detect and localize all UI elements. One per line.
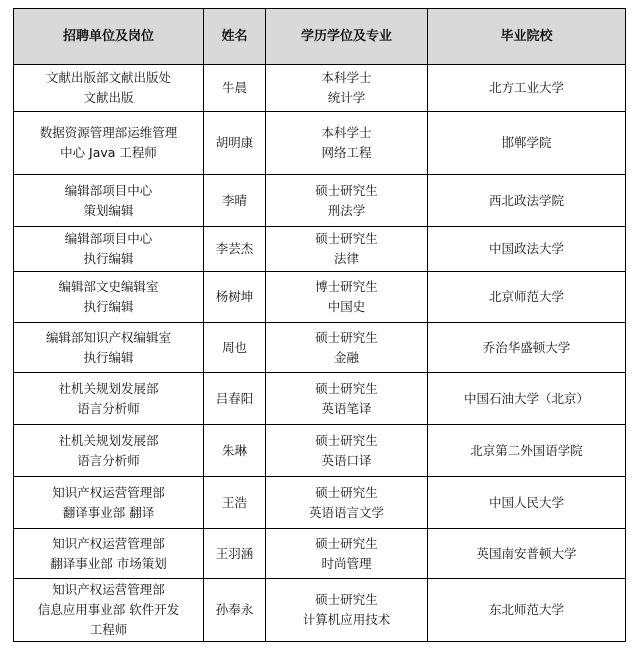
cell-school: 中国石油大学（北京） [428,373,626,425]
unit-line: 翻译事业部 翻译 [62,504,155,520]
major-line: 英语口译 [321,452,372,468]
cell-name: 牛晨 [204,65,266,112]
major-line: 刑法学 [327,202,366,218]
cell-school: 北京第二外国语学院 [428,425,626,477]
cell-unit-position [14,425,204,477]
degree-line: 博士研究生 [315,279,378,294]
major-line: 英语语言文学 [308,504,384,520]
cell-name: 杨树坤 [204,272,266,323]
cell-unit-position [14,227,204,272]
degree-line: 硕士研究生 [315,231,378,246]
cell-degree-major [266,272,428,323]
cell-degree-major [266,579,428,642]
degree-line: 硕士研究生 [315,484,378,500]
table-row [14,529,626,579]
cell-school: 乔治华盛顿大学 [428,323,626,373]
table-row [14,227,626,272]
table-row [14,175,626,227]
degree-line: 硕士研究生 [315,592,378,607]
cell-unit-position [14,373,204,425]
unit-line: 编辑部知识产权编辑室 [45,329,171,345]
cell-unit-position [14,65,204,112]
degree-line: 硕士研究生 [315,329,378,345]
table-row [14,477,626,529]
staff-table-container [13,8,625,642]
cell-unit-position [14,323,204,373]
cell-school: 邯郸学院 [428,112,626,175]
major-line: 法律 [333,251,359,266]
table-header-row [14,9,626,65]
unit-line: 编辑部文史编辑室 [58,279,159,294]
degree-line: 硕士研究生 [315,380,378,396]
unit-line: 执行编辑 [83,299,134,314]
cell-degree-major [266,175,428,227]
major-line: 中国史 [327,299,366,314]
cell-name: 孙奉永 [204,579,266,642]
cell-degree-major [266,529,428,579]
degree-line: 硕士研究生 [315,182,378,198]
table-row [14,425,626,477]
cell-name: 胡明康 [204,112,266,175]
unit-line: 社机关规划发展部 [58,432,159,448]
major-line: 时尚管理 [321,555,372,571]
table-row [14,112,626,175]
unit-line: 文献出版部文献出版处 [45,70,171,85]
cell-name: 周也 [204,323,266,373]
unit-line: 社机关规划发展部 [58,380,159,396]
cell-unit-position [14,272,204,323]
degree-line: 本科学士 [321,70,372,85]
unit-line: 信息应用事业部 软件开发 [37,602,180,617]
table-row [14,323,626,373]
table-row [14,272,626,323]
cell-school: 中国人民大学 [428,477,626,529]
header-unit-position: 招聘单位及岗位 [14,9,204,65]
cell-name: 李芸杰 [204,227,266,272]
unit-line: 编辑部项目中心 [64,182,153,198]
cell-degree-major [266,477,428,529]
cell-unit-position [14,529,204,579]
cell-school: 西北政法学院 [428,175,626,227]
major-line: 金融 [333,349,359,365]
cell-name: 王浩 [204,477,266,529]
unit-line: 文献出版 [83,90,134,105]
unit-line: 编辑部项目中心 [64,231,153,246]
unit-line: 知识产权运营管理部 [52,484,165,500]
cell-degree-major [266,227,428,272]
cell-name: 吕春阳 [204,373,266,425]
cell-school: 东北师范大学 [428,579,626,642]
unit-line: 策划编辑 [83,202,134,218]
unit-line: 语言分析师 [77,452,140,468]
table-row [14,579,626,642]
cell-degree-major [266,112,428,175]
cell-school: 北京师范大学 [428,272,626,323]
cell-school: 中国政法大学 [428,227,626,272]
table-row [14,65,626,112]
cell-name: 王羽涵 [204,529,266,579]
recruitment-table [13,8,626,642]
header-name: 姓名 [204,9,266,65]
unit-line: 知识产权运营管理部 [52,535,165,551]
unit-line: 工程师 [89,622,128,637]
table-row [14,373,626,425]
cell-degree-major [266,323,428,373]
unit-line: 知识产权运营管理部 [52,582,165,597]
cell-school: 北方工业大学 [428,65,626,112]
cell-unit-position [14,477,204,529]
degree-line: 硕士研究生 [315,535,378,551]
unit-line: 执行编辑 [83,251,134,266]
major-line: 统计学 [327,90,366,105]
major-line: 计算机应用技术 [302,612,391,627]
unit-line: 数据资源管理部运维管理 [39,125,178,140]
degree-line: 本科学士 [321,125,372,140]
cell-degree-major [266,65,428,112]
cell-unit-position [14,579,204,642]
unit-line: 语言分析师 [77,400,140,416]
header-graduated-school: 毕业院校 [428,9,626,65]
unit-line: 翻译事业部 市场策划 [50,555,167,571]
major-line: 网络工程 [321,145,372,160]
cell-school: 英国南安普顿大学 [428,529,626,579]
cell-degree-major [266,425,428,477]
cell-name: 朱琳 [204,425,266,477]
unit-line: 中心 Java 工程师 [60,145,157,160]
cell-unit-position [14,112,204,175]
unit-line: 执行编辑 [83,349,134,365]
cell-name: 李晴 [204,175,266,227]
cell-unit-position [14,175,204,227]
header-degree-major: 学历学位及专业 [266,9,428,65]
degree-line: 硕士研究生 [315,432,378,448]
major-line: 英语笔译 [321,400,372,416]
cell-degree-major [266,373,428,425]
